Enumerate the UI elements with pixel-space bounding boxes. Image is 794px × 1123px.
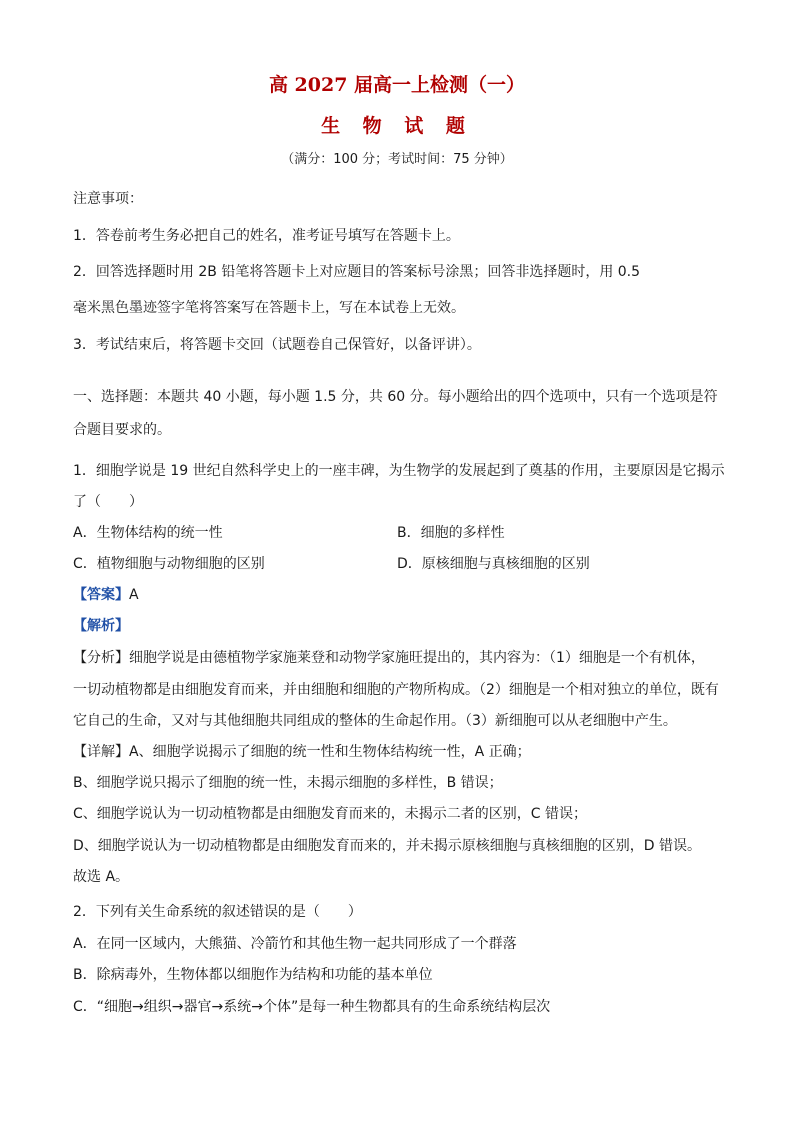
xiangjie-tag: 【详解】 xyxy=(73,744,129,760)
analysis-tag: 【解析】 xyxy=(73,618,129,634)
fenxi-text: 细胞学说是由德植物学家施莱登和动物学家施旺提出的，其内容为：（1）细胞是一个有机体， xyxy=(129,650,705,666)
q2-option-a: A．在同一区域内，大熊猫、冷箭竹和其他生物一起共同形成了一个群落 xyxy=(73,936,517,952)
q1-option-d: D．原核细胞与真核细胞的区别 xyxy=(397,556,590,572)
q1-stem: 1．细胞学说是 19 世纪自然科学史上的一座丰碑，为生物学的发展起到了奠基的作用，主要原因是它揭示 xyxy=(73,463,725,479)
q1-analysis-heading xyxy=(73,616,733,636)
q2-option-b: B．除病毒外，生物体都以细胞作为结构和功能的基本单位 xyxy=(73,967,433,983)
note-item: 2．回答选择题时用 2B 铅笔将答题卡上对应题目的答案标号涂黑；回答非选择题时，用 0.5 xyxy=(73,264,641,280)
notes-heading: 注意事项： xyxy=(73,191,143,207)
q1-conclusion: 故选 A。 xyxy=(73,869,130,885)
xiangjie-text: A、细胞学说揭示了细胞的统一性和生物体结构统一性，A 正确； xyxy=(129,744,531,760)
q1-fenxi-line: 它自己的生命，又对与其他细胞共同组成的整体的生命起作用。（3）新细胞可以从老细胞中产生。 xyxy=(73,713,677,729)
q1-answer xyxy=(73,585,733,605)
q1-fenxi-line xyxy=(73,648,733,668)
note-item: 3．考试结束后，将答题卡交回（试题卷自己保管好，以备评讲）。 xyxy=(73,337,481,353)
answer-tag: 【答案】 xyxy=(73,587,129,603)
q1-xiangjie-line: D、细胞学说认为一切动植物都是由细胞发育而来的，并未揭示原核细胞与真核细胞的区别，D 错误。 xyxy=(73,838,702,854)
q1-xiangjie-line xyxy=(73,742,733,762)
q1-xiangjie-line: C、细胞学说认为一切动植物都是由细胞发育而来的，未揭示二者的区别，C 错误； xyxy=(73,806,587,822)
subject-title: 生 物 试 题 xyxy=(321,115,473,137)
fenxi-tag: 【分析】 xyxy=(73,650,129,666)
q2-option-c: C．“细胞→组织→器官→系统→个体”是每一种生物都具有的生命系统结构层次 xyxy=(73,999,551,1015)
q1-stem-cont: 了（ ） xyxy=(73,494,143,510)
q1-option-c: C．植物细胞与动物细胞的区别 xyxy=(73,556,265,572)
note-item: 1．答卷前考生务必把自己的姓名，准考证号填写在答题卡上。 xyxy=(73,228,460,244)
exam-title: 高 2027 届高一上检测（一） xyxy=(268,74,526,96)
q2-stem: 2．下列有关生命系统的叙述错误的是（ ） xyxy=(73,904,362,920)
answer-value: A xyxy=(129,587,139,603)
section-heading: 一、选择题：本题共 40 小题，每小题 1.5 分，共 60 分。每小题给出的四个选项中，只有一个选项是符 xyxy=(73,389,718,405)
q1-fenxi-line: 一切动植物都是由细胞发育而来，并由细胞和细胞的产物所构成。（2）细胞是一个相对独立的单位，既有 xyxy=(73,682,719,698)
q1-option-b: B．细胞的多样性 xyxy=(397,525,505,541)
q1-xiangjie-line: B、细胞学说只揭示了细胞的统一性，未揭示细胞的多样性，B 错误； xyxy=(73,775,503,791)
note-item: 毫米黑色墨迹签字笔将答案写在答题卡上，写在本试卷上无效。 xyxy=(73,300,465,316)
q1-option-a: A．生物体结构的统一性 xyxy=(73,525,223,541)
section-heading-cont: 合题目要求的。 xyxy=(73,422,171,438)
exam-meta: （满分：100 分；考试时间：75 分钟） xyxy=(281,152,513,167)
